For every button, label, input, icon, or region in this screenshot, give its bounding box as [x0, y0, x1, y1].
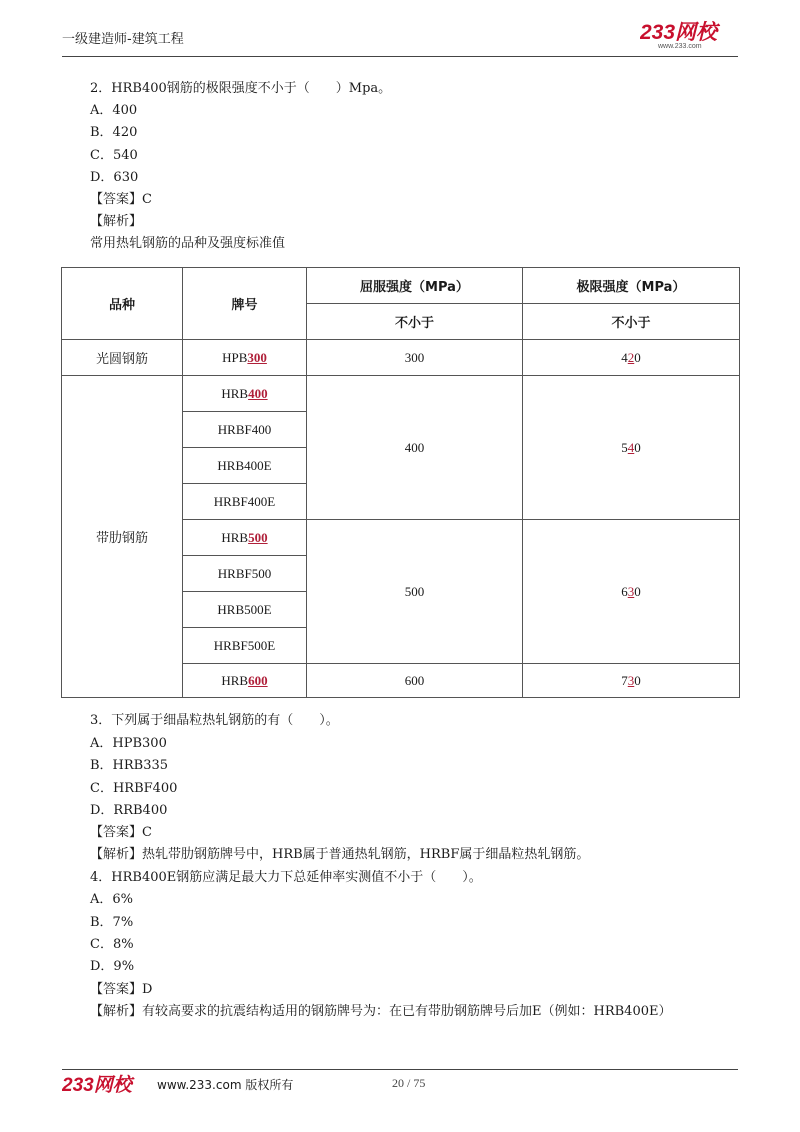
q3-option-a: A．HPB300	[90, 736, 167, 751]
header-variety: 品种	[62, 268, 183, 340]
header-yield-not-less: 不小于	[307, 304, 523, 340]
q3-analysis: 【解析】热轧带肋钢筋牌号中，HRB属于普通热轧钢筋，HRBF属于细晶粒热轧钢筋。	[90, 847, 590, 862]
cell-yield-400: 400	[307, 376, 523, 520]
q2-option-c: C．540	[90, 148, 138, 163]
cell-grade-hrbf400: HRBF400	[183, 412, 307, 448]
cell-grade-hrb400e: HRB400E	[183, 448, 307, 484]
question-3: 3．下列属于细晶粒热轧钢筋的有（ ）。	[90, 713, 339, 728]
digit: 5	[621, 439, 628, 455]
q2-answer: 【答案】C	[90, 192, 152, 207]
document-header-title: 一级建造师-建筑工程	[62, 32, 184, 47]
digit: 0	[634, 672, 641, 688]
cell-variety-ribbed: 带肋钢筋	[62, 376, 183, 698]
q2-analysis-label: 【解析】	[90, 214, 143, 229]
digit: 4	[621, 349, 628, 365]
rebar-strength-table	[61, 267, 740, 698]
cell-yield-600: 600	[307, 664, 523, 698]
header-divider	[62, 56, 738, 57]
q4-option-d: D．9%	[90, 959, 135, 974]
q3-option-b: B．HRB335	[90, 758, 169, 773]
digit: 6	[621, 583, 628, 599]
cell-grade-hrbf500e: HRBF500E	[183, 628, 307, 664]
grade-prefix: HRB	[221, 529, 249, 545]
q4-answer: 【答案】D	[90, 982, 153, 997]
grade-highlight: 500	[248, 529, 268, 545]
q4-option-c: C．8%	[90, 937, 134, 952]
question-4: 4．HRB400E钢筋应满足最大力下总延伸率实测值不小于（ ）。	[90, 870, 482, 885]
grade-highlight: 400	[248, 385, 268, 401]
header-yield-strength: 屈服强度（MPa）	[307, 268, 523, 304]
header-ultimate-strength: 极限强度（MPa）	[523, 268, 740, 304]
q2-option-d: D．630	[90, 170, 139, 185]
digit: 0	[634, 349, 641, 365]
digit: 0	[634, 439, 641, 455]
footer-copyright: www.233.com 版权所有	[157, 1078, 294, 1092]
q3-option-d: D．RRB400	[90, 803, 168, 818]
grade-prefix: HPB	[222, 349, 248, 365]
cell-grade-hrbf500: HRBF500	[183, 556, 307, 592]
grade-highlight: 600	[248, 672, 268, 688]
question-2: 2．HRB400钢筋的极限强度不小于（ ）Mpa。	[90, 81, 392, 96]
brand-logo	[640, 20, 740, 50]
digit-highlight: 4	[627, 439, 635, 455]
header-ultimate-not-less: 不小于	[523, 304, 740, 340]
svg-text:233网校: 233网校	[640, 21, 718, 44]
cell-grade-hrb500e: HRB500E	[183, 592, 307, 628]
cell-ultimate-630	[523, 520, 740, 664]
cell-ultimate-540	[523, 376, 740, 520]
footer-divider	[62, 1069, 738, 1070]
cell-ultimate-730	[523, 664, 740, 698]
cell-grade-hrbf400e: HRBF400E	[183, 484, 307, 520]
q3-answer: 【答案】C	[90, 825, 152, 840]
cell-grade-hrb600	[183, 664, 307, 698]
svg-text:233网校: 233网校	[62, 1075, 132, 1096]
q4-analysis: 【解析】有较高要求的抗震结构适用的钢筋牌号为：在已有带肋钢筋牌号后加E（例如：HRB400E）	[90, 1004, 672, 1019]
header-grade: 牌号	[183, 268, 307, 340]
q2-option-a: A．400	[90, 103, 138, 118]
q4-option-a: A．6%	[90, 892, 134, 907]
q3-option-c: C．HRBF400	[90, 781, 178, 796]
svg-text:www.233.com: www.233.com	[658, 43, 702, 50]
cell-ultimate-420	[523, 340, 740, 376]
cell-grade-hpb300	[183, 340, 307, 376]
cell-yield-500: 500	[307, 520, 523, 664]
digit: 7	[621, 672, 628, 688]
q2-option-b: B．420	[90, 125, 138, 140]
cell-grade-hrb400	[183, 376, 307, 412]
digit-highlight: 2	[627, 349, 635, 365]
cell-yield-300: 300	[307, 340, 523, 376]
grade-highlight: 300	[247, 349, 267, 365]
table-caption: 常用热轧钢筋的品种及强度标准值	[90, 236, 286, 251]
digit-highlight: 3	[627, 583, 635, 599]
digit: 0	[634, 583, 641, 599]
cell-grade-hrb500	[183, 520, 307, 556]
grade-prefix: HRB	[221, 672, 249, 688]
footer-brand-logo	[62, 1072, 148, 1096]
cell-variety-plain: 光圆钢筋	[62, 340, 183, 376]
grade-prefix: HRB	[221, 385, 249, 401]
page-number: 20 / 75	[392, 1076, 426, 1090]
q4-option-b: B．7%	[90, 915, 134, 930]
digit-highlight: 3	[627, 672, 635, 688]
